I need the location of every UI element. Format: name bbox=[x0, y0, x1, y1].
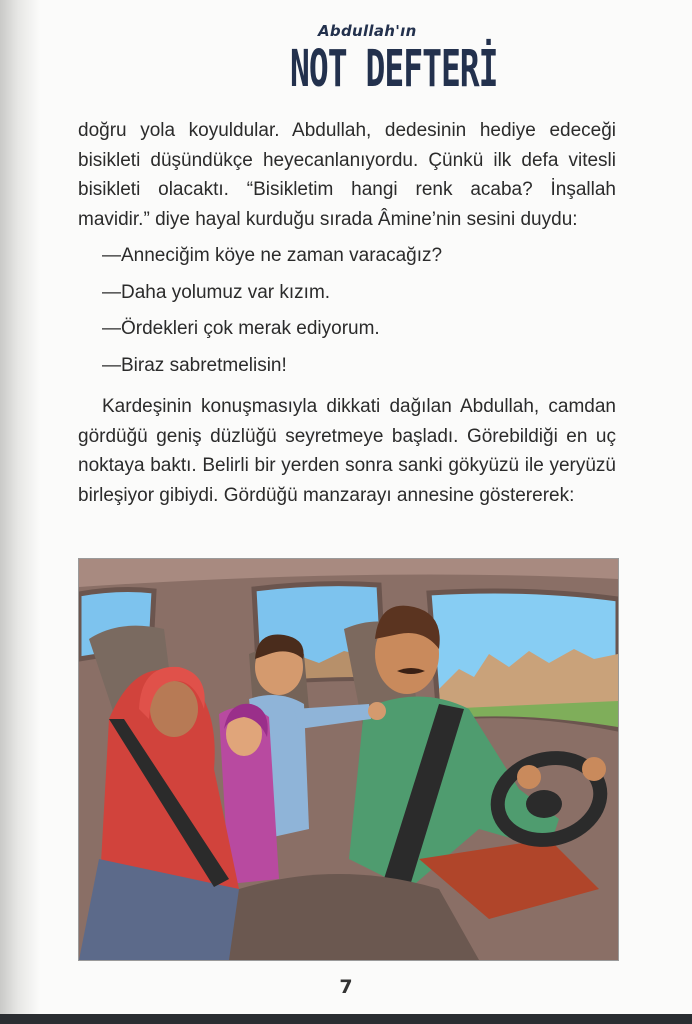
dialogue-line-2: —Daha yolumuz var kızım. bbox=[102, 281, 331, 303]
header-title: NOT DEFTERİ bbox=[290, 38, 498, 99]
dialogue-line-1: —Anneciğim köye ne zaman varacağız? bbox=[102, 245, 443, 266]
story-text bbox=[78, 116, 616, 510]
page-number: 7 bbox=[339, 976, 353, 998]
header-subtitle: Abdullah'ın bbox=[318, 22, 417, 40]
paragraph-2: Kardeşinin konuşmasıyla dikkati dağılan Abdullah, camdan gördüğü geniş düzlüğü seyretmeye başladı. Görebildiği en uç noktaya baktı. Belirli bir yerden sonra sanki gökyüzü ile yeryüzü birleşiyor gibiydi. Gördüğü manzarayı annesine göstererek: bbox=[78, 396, 616, 506]
page-gutter-shadow bbox=[0, 0, 40, 1014]
family-car-illustration bbox=[78, 558, 619, 961]
dialogue-line-4: —Biraz sabretmelisin! bbox=[102, 354, 287, 376]
dialogue-line-3: —Ördekleri çok merak ediyorum. bbox=[102, 318, 380, 339]
paragraph-1: doğru yola koyuldular. Abdullah, dedesinin hediye edeceği bisikleti düşündükçe heyecanlanıyordu. Çünkü ilk defa vitesli bisikleti olacaktı. “Bisikletim hangi renk acaba? İnşallah mavidir.” diye hayal kurduğu sırada Âmine’nin sesini duydu: bbox=[78, 120, 616, 230]
